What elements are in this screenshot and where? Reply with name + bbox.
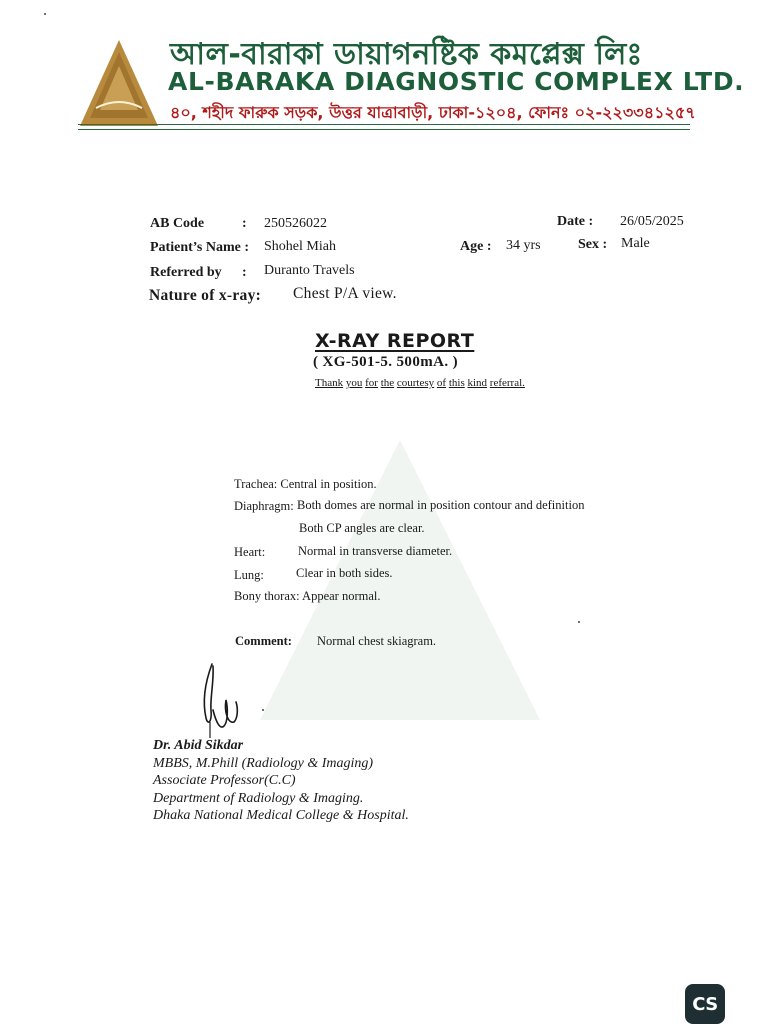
sex-label: Sex : — [578, 237, 608, 252]
finding-diaphragm-cp: Both CP angles are clear. — [299, 521, 425, 535]
thanks-word: referral. — [489, 377, 525, 389]
finding-bony-thorax: Bony thorax: Appear normal. — [234, 589, 381, 603]
thanks-word: you — [345, 377, 363, 389]
stray-dot — [262, 709, 264, 711]
date-label: Date : — [557, 214, 594, 229]
header-rule-top — [78, 124, 690, 125]
xray-machine-spec: ( XG-501-5. 500mA. ) — [313, 354, 459, 370]
finding-heart: Normal in transverse diameter. — [298, 544, 453, 558]
finding-lung: Clear in both sides. — [296, 566, 393, 580]
clinic-address-bengali: ৪০, শহীদ ফারুক সড়ক, উত্তর যাত্রাবাড়ী, ঢাকা-১২০৪, ফোনঃ ০২-২২৩৩৪১২৫৭ — [170, 103, 696, 122]
doctor-name: Dr. Abid Sikdar — [153, 738, 244, 753]
patient-name-value: Shohel Miah — [264, 239, 336, 254]
thanks-word: for — [365, 377, 378, 389]
doctor-institution: Dhaka National Medical College & Hospital. — [153, 808, 409, 824]
thanks-note — [315, 377, 525, 389]
referred-by-label: Referred by — [150, 265, 222, 280]
ab-code-separator: : — [242, 216, 247, 231]
thanks-word: Thank — [315, 377, 344, 389]
doctor-department: Department of Radiology & Imaging. — [153, 790, 364, 806]
ab-code-label: AB Code — [150, 216, 205, 231]
comment-value: Normal chest skiagram. — [317, 634, 437, 648]
watermark-logo-icon — [250, 430, 550, 730]
stray-dot — [44, 13, 46, 15]
signature-icon — [198, 660, 248, 740]
finding-lung-label: Lung: — [234, 568, 264, 582]
doctor-position: Associate Professor(C.C) — [153, 773, 296, 789]
patient-name-label: Patient’s Name : — [150, 240, 250, 255]
thanks-word: of — [436, 377, 447, 389]
thanks-word: this — [448, 377, 465, 389]
stray-dot — [578, 621, 580, 623]
comment-label: Comment: — [235, 634, 292, 648]
referred-by-value: Duranto Travels — [264, 263, 355, 278]
clinic-name-english: AL-BARAKA DIAGNOSTIC COMPLEX LTD. — [168, 67, 745, 96]
sex-value: Male — [621, 236, 650, 251]
age-label: Age : — [460, 239, 492, 254]
doctor-signature-block — [153, 737, 409, 825]
finding-trachea: Trachea: Central in position. — [234, 477, 377, 491]
finding-diaphragm: Both domes are normal in position contour and definition — [297, 498, 585, 512]
xray-nature-value: Chest P/A view. — [293, 285, 397, 302]
date-value: 26/05/2025 — [620, 214, 684, 229]
doctor-degrees: MBBS, M.Phill (Radiology & Imaging) — [153, 755, 374, 771]
header-rule-bottom — [78, 129, 690, 130]
report-title: X-RAY REPORT — [315, 330, 475, 352]
xray-nature-label: Nature of x-ray: — [149, 287, 262, 304]
referred-by-separator: : — [242, 265, 247, 280]
clinic-name-bengali: আল-বারাকা ডায়াগনষ্টিক কমপ্লেক্স লিঃ — [170, 37, 643, 72]
finding-diaphragm-label: Diaphragm: — [234, 499, 294, 513]
finding-heart-label: Heart: — [234, 545, 266, 559]
age-value: 34 yrs — [506, 238, 541, 253]
triangle-logo-icon — [78, 38, 160, 130]
thanks-word: courtesy — [396, 377, 435, 389]
ab-code-value: 250526022 — [264, 216, 327, 231]
thanks-word: kind — [467, 377, 488, 389]
thanks-word: the — [380, 377, 395, 389]
camscanner-icon[interactable]: CS — [685, 984, 725, 1024]
